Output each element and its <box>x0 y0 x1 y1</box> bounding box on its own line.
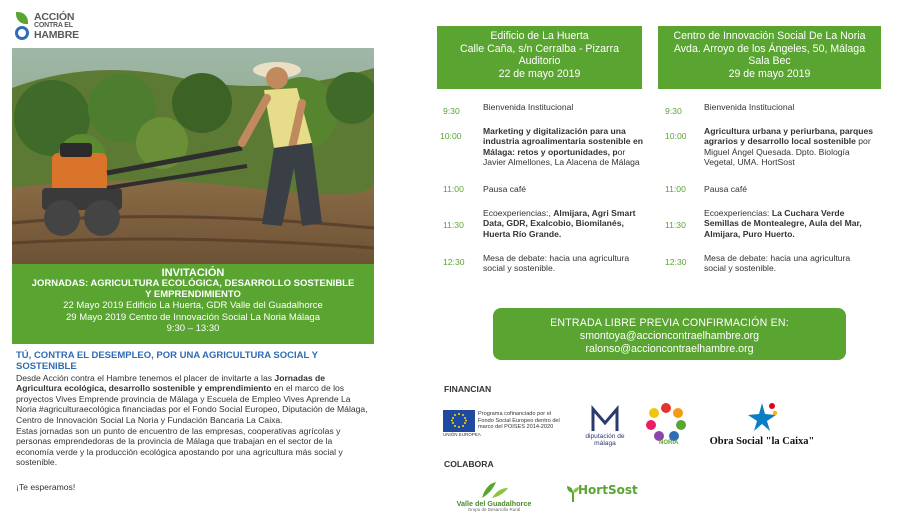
program-item: Ecoexperiencias: La Cuchara Verde Semillas de Montealegre, Aula del Mar, Almijara, Puro Huerto. <box>704 208 862 239</box>
invitation-subtitle: JORNADAS: AGRICULTURA ECOLÓGICA, DESARROLLO SOSTENIBLE Y EMPRENDIMIENTO <box>31 278 355 300</box>
valle-sub-label: Grupo de Desarrollo Rural <box>467 507 521 512</box>
hortsost-logo <box>566 482 650 502</box>
intro-paragraph-2: Estas jornadas son un punto de encuentro de las empresas, cooperativas agrícolas y personas emprendedoras de la provincia de Málaga que trabajan en el sector de la economía verde y la producción ecológica apostando por una agricultura más social y sostenible. <box>16 426 343 468</box>
program-time: 9:30 <box>665 106 682 116</box>
logo-line-3: HAMBRE <box>34 29 79 41</box>
valle-label: Valle del Guadalhorce <box>456 499 532 508</box>
invitation-title: INVITACIÓN <box>161 267 225 279</box>
venue-room: Sala Bec <box>748 55 791 68</box>
colabora-label: COLABORA <box>444 459 494 469</box>
caixa-star-icon <box>706 400 818 436</box>
obra-social-la-caixa-logo <box>706 400 818 450</box>
program-item: Mesa de debate: hacia una agricultura social y sostenible. <box>483 253 630 274</box>
invitation-line-3: 9:30 – 13:30 <box>166 323 220 334</box>
intro-closing: ¡Te esperamos! <box>16 481 76 492</box>
venue-header-la-noria <box>658 26 881 89</box>
program-time: 10:00 <box>440 131 462 141</box>
logo-line-2: CONTRA EL <box>34 22 73 29</box>
la-noria-logo <box>645 402 687 450</box>
program-item: Bienvenida Institucional <box>704 102 795 112</box>
valle-guadalhorce-logo <box>452 480 536 516</box>
program-time: 11:30 <box>443 220 464 230</box>
program-time: 12:30 <box>443 257 465 267</box>
program-item: Pausa café <box>704 184 747 194</box>
intro-paragraph-1: Desde Acción contra el Hambre tenemos el placer de invitarte a las Jornadas de Agricultura ecológica, desarrollo sostenible y emprendimiento en el marco de los proyectos Vives Emprende provincia de Málaga y Escuela de Empleo Vives Aprende La Noria #agriculturaecológica financiadas por el Fondo Social Europeo, Diputación de Málaga, Centro de Innovación Social La Noria y Fundación Bancaria La Caixa. <box>16 373 368 425</box>
entrance-confirmation-box <box>493 308 846 360</box>
invitation-panel <box>12 264 374 344</box>
accion-contra-el-hambre-logo <box>14 6 114 46</box>
invitation-line-1: 22 Mayo 2019 Edificio La Huerta, GDR Valle del Guadalhorce <box>63 300 323 311</box>
diputacion-malaga-logo <box>575 403 635 447</box>
program-time: 11:30 <box>665 220 686 230</box>
entrance-title: ENTRADA LIBRE PREVIA CONFIRMACIÓN EN: <box>550 317 789 329</box>
valle-leaves-icon <box>452 480 536 500</box>
eu-flag-icon <box>443 410 475 432</box>
program-time: 12:30 <box>665 257 687 267</box>
caixa-label: Obra Social "la Caixa" <box>709 436 815 447</box>
hortsost-label: HortSost <box>578 483 638 497</box>
intro-text <box>16 351 372 492</box>
venue-header-la-huerta <box>437 26 642 89</box>
venue-name: Edificio de La Huerta <box>490 30 589 42</box>
venue-address: Calle Caña, s/n Cerralba - Pizarra <box>460 42 619 55</box>
noria-wheel-icon <box>645 402 687 442</box>
venue-date: 29 de mayo 2019 <box>728 67 811 80</box>
program-time: 10:00 <box>665 131 687 141</box>
program-time: 11:00 <box>665 184 686 194</box>
eu-program-text: Programa cofinanciado por el Fondo Social Europeo dentro del marco del POISES 2014-2020 <box>478 411 560 431</box>
venue-address: Avda. Arroyo de los Ángeles, 50, Málaga <box>673 42 866 55</box>
diputacion-m-icon <box>575 403 635 433</box>
program-item: Agricultura urbana y periurbana, parques agrarios y desarrollo local sostenible por Miguel Ángel Quesada. Dpto. Biología Vegetal, UMA. HortSost <box>704 126 874 168</box>
program-item: Bienvenida Institucional <box>483 102 574 112</box>
email-link-2[interactable]: ralonso@accioncontraelhambre.org <box>585 342 754 355</box>
european-union-logo <box>443 410 567 440</box>
program-item: Marketing y digitalización para una industria agroalimentaria sostenible en Málaga: retos y oportunidades, por Javier Almellones, La Alacena de Málaga <box>483 126 643 168</box>
program-time: 11:00 <box>443 184 464 194</box>
intro-heading: TÚ, CONTRA EL DESEMPLEO, POR UNA AGRICULTURA SOCIAL Y SOSTENIBLE <box>16 350 318 372</box>
venue-date: 22 de mayo 2019 <box>498 67 581 80</box>
program-item: Pausa café <box>483 184 526 194</box>
program-item: Mesa de debate: hacia una agricultura social y sostenible. <box>704 253 851 274</box>
logo-line-1: ACCIÓN <box>34 11 75 23</box>
farmer-tiller-photo <box>12 48 374 264</box>
logo-mark-icon <box>14 12 30 44</box>
email-link-1[interactable]: smontoya@accioncontraelhambre.org <box>579 330 760 342</box>
noria-label: NORIA <box>659 440 679 446</box>
program-time: 9:30 <box>443 106 460 116</box>
eu-flag-label: UNIÓN EUROPEA <box>443 432 481 437</box>
venue-name: Centro de Innovación Social De La Noria <box>673 30 866 42</box>
program-item: Ecoexperiencias:, Almijara, Agri Smart Data, GDR, Exalcobio, Biomilanés, Huerta Río Grande. <box>483 208 636 239</box>
invitation-line-2: 29 Mayo 2019 Centro de Innovación Social La Noria Málaga <box>65 311 321 323</box>
financian-label: FINANCIAN <box>444 384 492 394</box>
diputacion-label: diputación de málaga <box>585 433 625 447</box>
venue-room: Auditorio <box>518 55 561 68</box>
